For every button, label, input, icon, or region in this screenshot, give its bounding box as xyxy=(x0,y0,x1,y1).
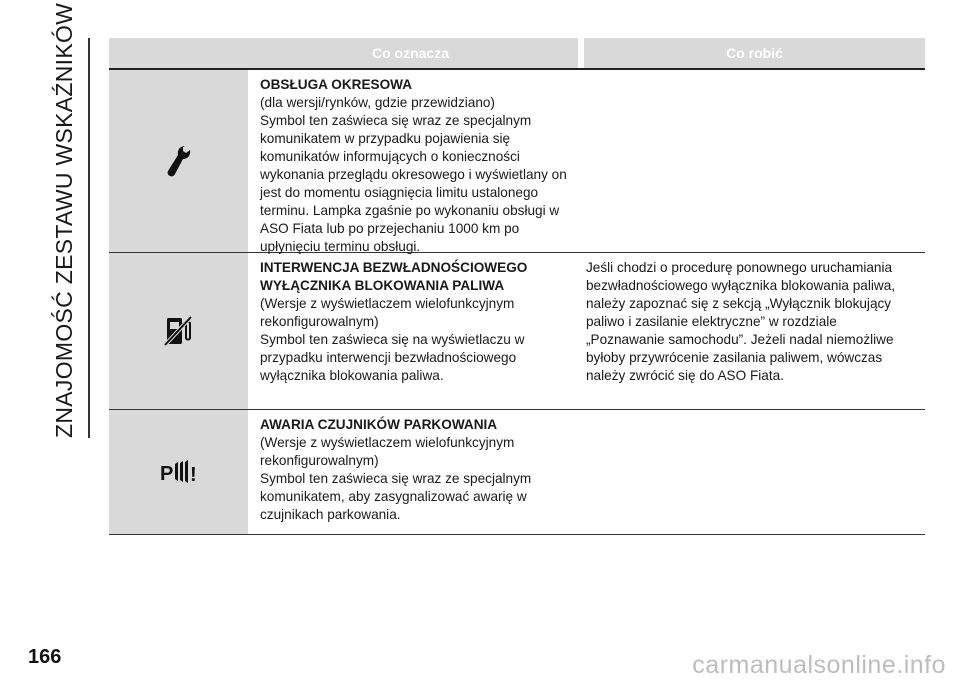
fuel-cutoff-icon xyxy=(164,314,194,348)
watermark: carmanualsonline.info xyxy=(692,651,946,679)
row-description: Symbol ten zaświeca się na wyświetlaczu w przypadku interwencji bezwładnościowego wyłącznika blokowania paliwa. xyxy=(260,332,525,383)
action-cell: Jeśli chodzi o procedurę ponownego uruchamiania bezwładnościowego wyłącznika blokowania paliwa, należy zapoznać się z sekcją „Wyłącznik blokujący paliwo i zasilanie elektryczne” w rozdziale „Poznawanie samochodu”. Jeżeli nadal niemożliwe byłoby przywrócenie zasilania paliwem, wówczas należy zwrócić się do ASO Fiata. xyxy=(586,260,896,383)
meaning-cell xyxy=(248,70,578,252)
svg-text:!: ! xyxy=(189,464,197,485)
row-note: (dla wersji/rynków, gdzie przewidziano) xyxy=(260,95,495,110)
row-description: Symbol ten zaświeca się wraz ze specjalnym komunikatem, aby zasygnalizować awarię w czujnikach parkowania. xyxy=(260,471,532,522)
chapter-title-text: ZNAJOMOŚĆ ZESTAWU WSKAŹNIKÓW xyxy=(51,2,77,438)
meaning-cell xyxy=(248,410,578,534)
action-cell xyxy=(578,70,925,252)
icon-cell xyxy=(109,410,248,534)
row-note: (Wersje z wyświetlaczem wielofunkcyjnym rekonfigurowalnym) xyxy=(260,435,515,468)
row-description: Symbol ten zaświeca się wraz ze specjalnym komunikatem w przypadku pojawienia się komunikatów informujących o konieczności wykonania przeglądu okresowego i wyświetlany on jest do momentu osiągnięcia limitu ustalonego terminu. Lampka zgaśnie po wykonaniu obsługi w ASO Fiata lub po przejechaniu 1000 km po upłynięciu terminu obsługi. xyxy=(260,113,567,254)
action-cell xyxy=(578,410,925,534)
table-row xyxy=(109,70,925,253)
header-action: Co robić xyxy=(578,38,925,68)
table-header xyxy=(109,38,925,70)
table-row xyxy=(109,253,925,410)
chapter-side-title xyxy=(44,2,84,438)
header-meaning: Co oznacza xyxy=(371,45,449,61)
warning-lights-table xyxy=(109,38,925,535)
meaning-cell xyxy=(248,253,578,409)
wrench-icon xyxy=(166,144,192,178)
page-number: 166 xyxy=(28,646,62,668)
row-title: OBSŁUGA OKRESOWA xyxy=(260,77,413,92)
table-row xyxy=(109,410,925,535)
header-icon-col xyxy=(109,38,248,68)
row-title: AWARIA CZUJNIKÓW PARKOWANIA xyxy=(260,417,498,432)
parking-sensor-fault-icon xyxy=(160,459,198,485)
svg-text:P: P xyxy=(159,463,173,485)
row-note: (Wersje z wyświetlaczem wielofunkcyjnym rekonfigurowalnym) xyxy=(260,296,515,329)
row-title: INTERWENCJA BEZWŁADNOŚCIOWEGO WYŁĄCZNIKA BLOKOWANIA PALIWA xyxy=(260,260,528,293)
chapter-divider xyxy=(88,38,90,438)
icon-cell xyxy=(109,253,248,409)
icon-cell xyxy=(109,70,248,252)
